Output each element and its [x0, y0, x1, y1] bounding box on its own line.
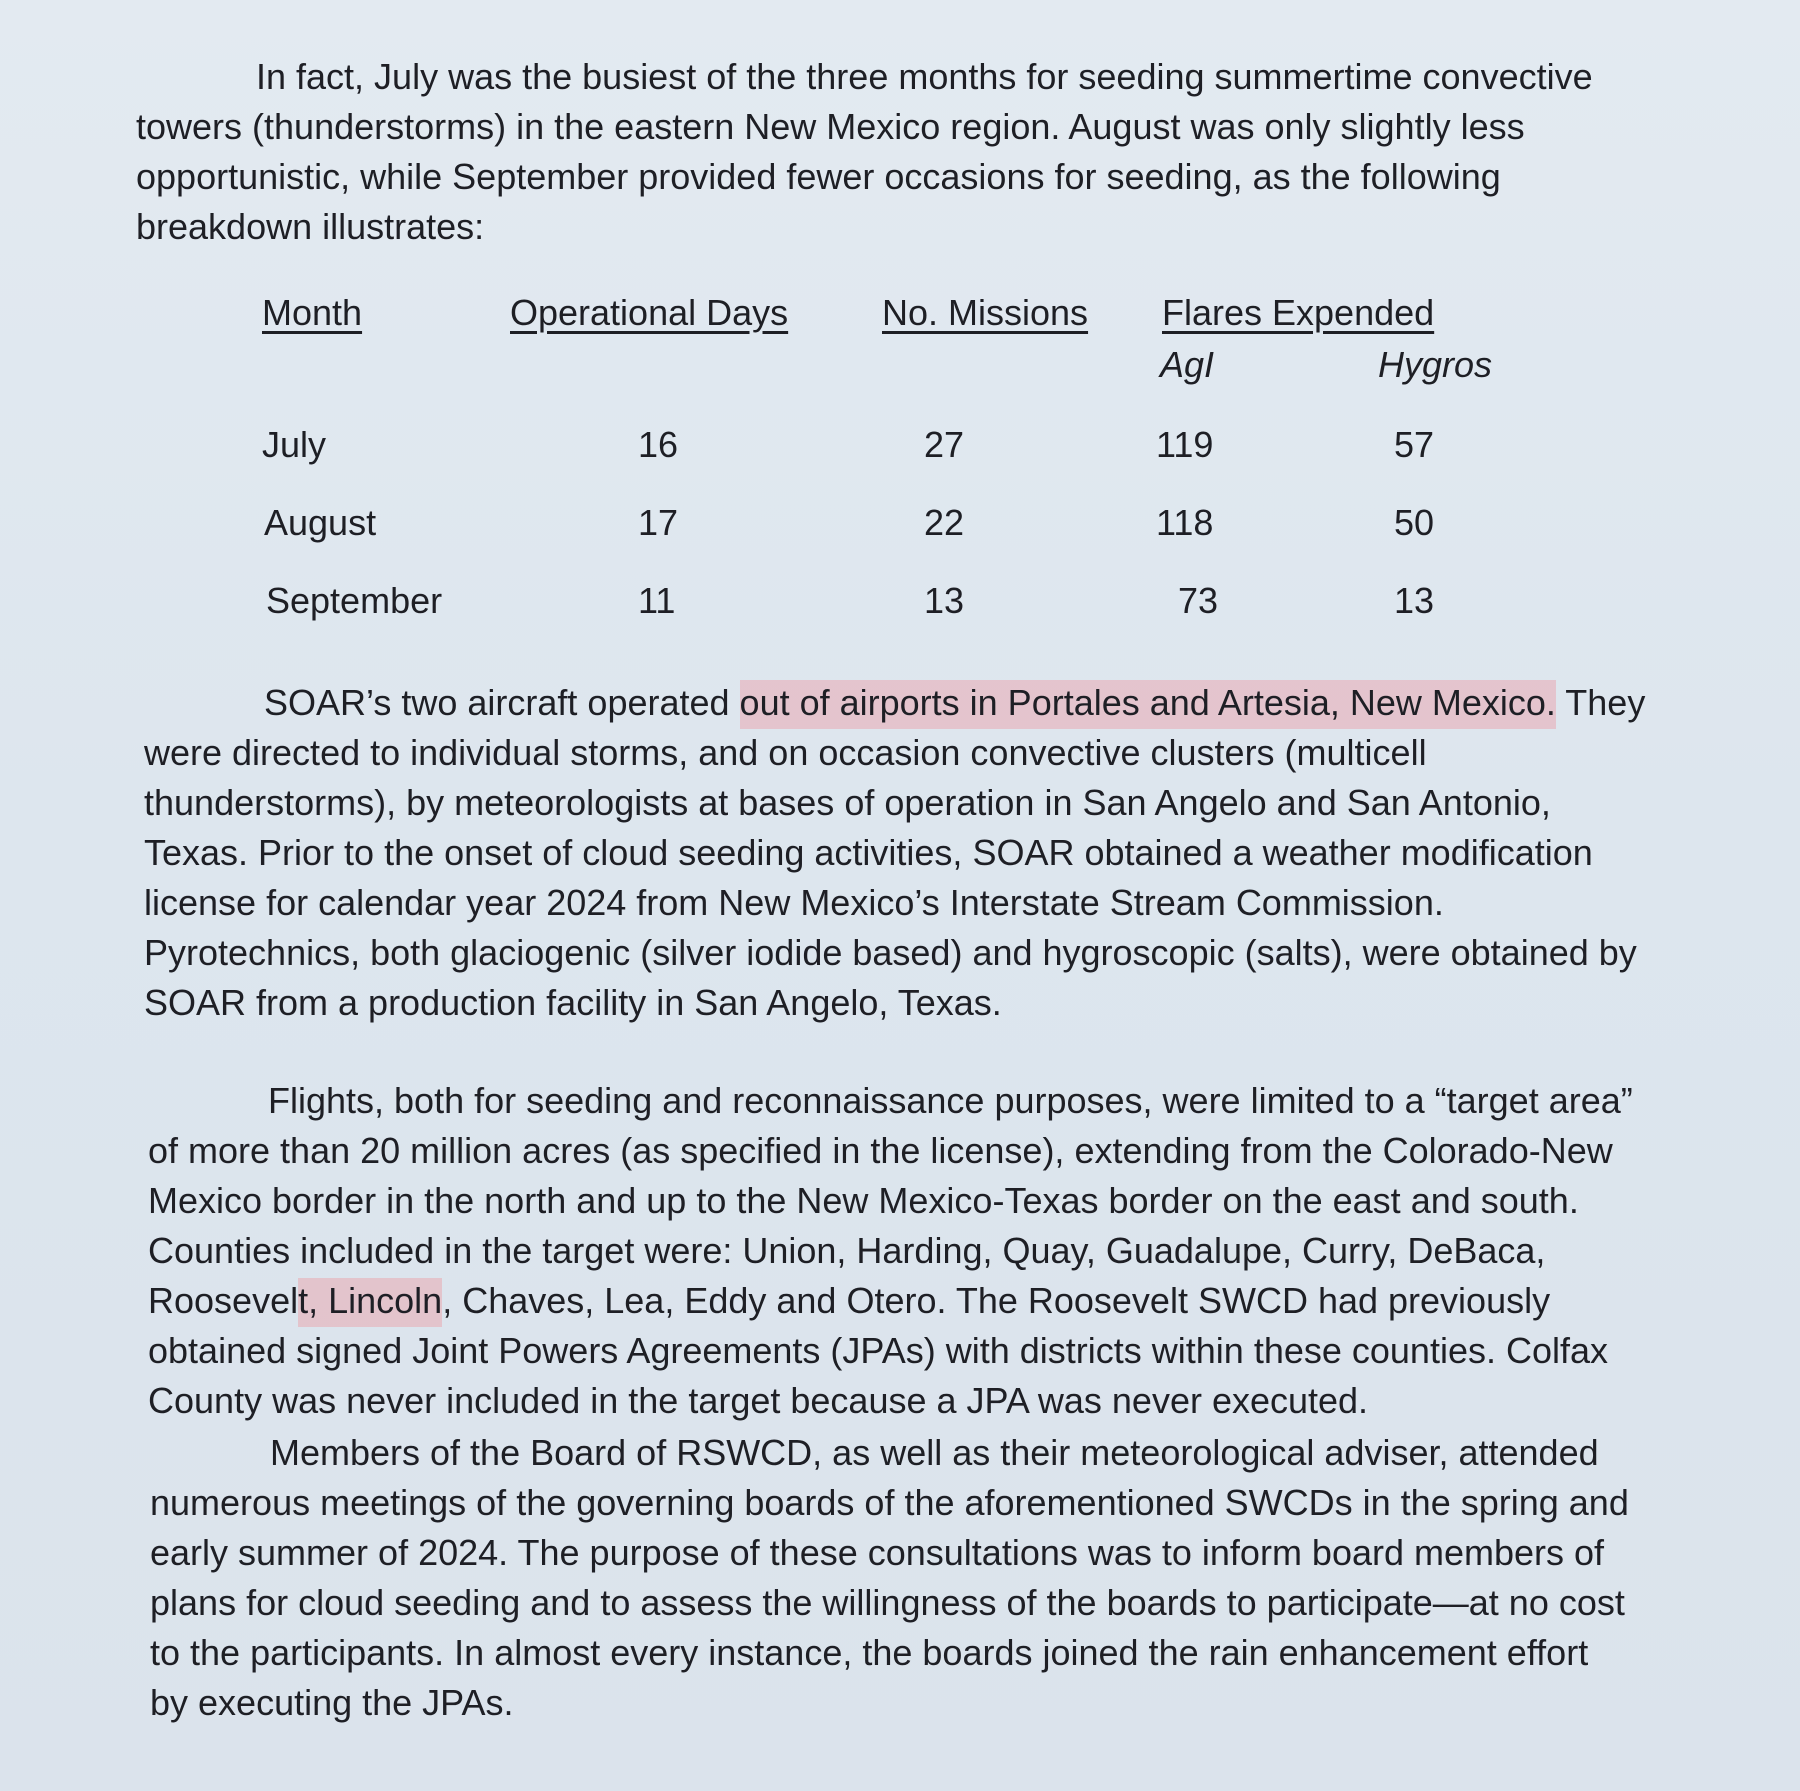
row-september-hygros: 13 [1394, 580, 1435, 621]
seeding-breakdown-table [0, 0, 1800, 640]
text-line: thunderstorms), by meteorologists at bases of operation in San Angelo and San Antonio, [144, 782, 1551, 823]
highlighted-text: t, Lincoln [298, 1278, 442, 1327]
text-line: obtained signed Joint Powers Agreements (JPAs) with districts within these counties. Colfax [148, 1330, 1609, 1371]
text-segment: SOAR’s two aircraft operated [264, 682, 740, 723]
text-line: numerous meetings of the governing boards of the aforementioned SWCDs in the spring and [150, 1482, 1629, 1523]
row-august-hygros: 50 [1394, 502, 1435, 543]
subheader-agi: AgI [1160, 344, 1215, 385]
row-july-hygros: 57 [1394, 424, 1435, 465]
header-missions: No. Missions [882, 292, 1089, 333]
members-paragraph [150, 1428, 1629, 1728]
row-august-days: 17 [638, 502, 679, 543]
text-line: to the participants. In almost every instance, the boards joined the rain enhancement effort [150, 1632, 1589, 1673]
text-line: of more than 20 million acres (as specified in the license), extending from the Colorado-New [148, 1130, 1613, 1171]
text-line: towers (thunderstorms) in the eastern New Mexico region. August was only slightly less [136, 106, 1525, 147]
text-line: Mexico border in the north and up to the New Mexico-Texas border on the east and south. [148, 1180, 1579, 1221]
text-line: early summer of 2024. The purpose of these consultations was to inform board members of [150, 1532, 1605, 1573]
row-august-missions: 22 [924, 502, 965, 543]
text-segment: Roosevel [148, 1280, 299, 1321]
text-segment: They [1555, 682, 1646, 723]
text-line [144, 678, 1645, 728]
text-line: Texas. Prior to the onset of cloud seeding activities, SOAR obtained a weather modification [144, 832, 1593, 873]
text-line: were directed to individual storms, and on occasion convective clusters (multicell [144, 732, 1427, 773]
highlighted-text: out of airports in Portales and Artesia, New Mexico. [740, 680, 1556, 729]
flights-paragraph [148, 1076, 1633, 1426]
text-line: opportunistic, while September provided fewer occasions for seeding, as the following [136, 156, 1501, 197]
row-august-agi: 118 [1156, 502, 1214, 543]
text-line: Flights, both for seeding and reconnaissance purposes, were limited to a “target area” [268, 1080, 1633, 1121]
row-july-missions: 27 [924, 424, 965, 465]
row-september-agi: 73 [1178, 580, 1219, 621]
row-september-month: September [266, 580, 443, 621]
text-line: license for calendar year 2024 from New Mexico’s Interstate Stream Commission. [144, 882, 1444, 923]
soar-paragraph [144, 678, 1645, 1028]
header-flares-expended: Flares Expended [1162, 292, 1435, 333]
text-line: Members of the Board of RSWCD, as well as their meteorological adviser, attended [270, 1432, 1599, 1473]
text-line: breakdown illustrates: [136, 206, 485, 247]
header-operational-days: Operational Days [510, 292, 789, 333]
text-line [148, 1276, 1633, 1326]
row-august-month: August [264, 502, 377, 543]
text-line: In fact, July was the busiest of the three months for seeding summertime convective [256, 56, 1593, 97]
text-line: plans for cloud seeding and to assess the willingness of the boards to participate—at no cost [150, 1582, 1625, 1623]
row-july-agi: 119 [1156, 424, 1214, 465]
row-july-month: July [262, 424, 327, 465]
text-line: SOAR from a production facility in San Angelo, Texas. [144, 982, 1002, 1023]
header-month: Month [262, 292, 363, 333]
text-line: Pyrotechnics, both glaciogenic (silver iodide based) and hygroscopic (salts), were obtained by [144, 932, 1637, 973]
row-september-days: 11 [638, 580, 676, 621]
row-september-missions: 13 [924, 580, 965, 621]
row-july-days: 16 [638, 424, 679, 465]
subheader-hygros: Hygros [1378, 344, 1493, 385]
text-line: County was never included in the target because a JPA was never executed. [148, 1380, 1369, 1421]
text-segment: , Chaves, Lea, Eddy and Otero. The Roosevelt SWCD had previously [442, 1280, 1551, 1321]
text-line: Counties included in the target were: Union, Harding, Quay, Guadalupe, Curry, DeBaca, [148, 1230, 1546, 1271]
text-line: by executing the JPAs. [150, 1682, 514, 1723]
